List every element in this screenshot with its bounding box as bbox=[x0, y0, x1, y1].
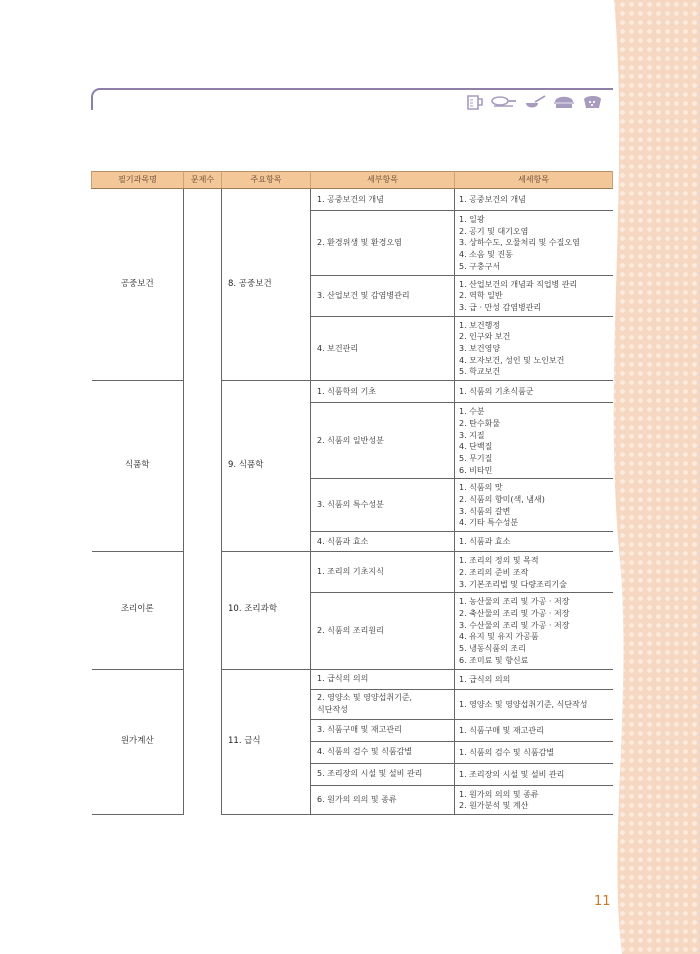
main-item: 11. 급식 bbox=[222, 669, 311, 814]
main-item: 8. 공중보건 bbox=[222, 189, 311, 381]
pot-icon bbox=[553, 94, 575, 111]
detail-item: 1. 조리장의 시설 및 설비 관리 bbox=[459, 769, 565, 779]
detail-item: 6. 조미료 및 향신료 bbox=[459, 655, 529, 665]
detail-item: 2. 인구와 보건 bbox=[459, 332, 511, 342]
detail-item: 1. 식품과 효소 bbox=[459, 537, 511, 547]
header-question-count: 문제수 bbox=[184, 172, 222, 189]
subject-name: 공중보건 bbox=[92, 189, 184, 381]
detail-item: 2. 역학 일반 bbox=[459, 291, 503, 301]
subject-name: 원가계산 bbox=[92, 669, 184, 814]
detail-list bbox=[455, 669, 613, 689]
detail-list bbox=[455, 479, 613, 532]
detail-item: 1. 보건행정 bbox=[459, 320, 501, 330]
sub-item: 2. 식품의 일반성분 bbox=[311, 403, 455, 479]
sub-item: 4. 식품의 검수 및 식품감별 bbox=[311, 741, 455, 763]
detail-list bbox=[455, 189, 613, 211]
spoon-icon bbox=[523, 94, 547, 111]
sub-item: 1. 조리의 기초지식 bbox=[311, 552, 455, 593]
sub-item: 1. 공중보건의 개념 bbox=[311, 189, 455, 211]
main-item: 10. 조리과학 bbox=[222, 552, 311, 669]
detail-item: 2. 공기 및 대기오염 bbox=[459, 226, 529, 236]
detail-item: 1. 식품의 기초식품군 bbox=[459, 387, 534, 397]
detail-item: 1. 일광 bbox=[459, 215, 485, 224]
detail-list bbox=[455, 689, 613, 719]
detail-item: 1. 산업보건의 개념과 직업병 관리 bbox=[459, 279, 578, 289]
detail-item: 3. 수산물의 조리 및 가공 · 저장 bbox=[459, 620, 570, 630]
detail-item: 1. 급식의 의의 bbox=[459, 674, 511, 684]
detail-item: 5. 구충구서 bbox=[459, 261, 501, 271]
sub-item: 6. 원가의 의의 및 종류 bbox=[311, 785, 455, 814]
sub-item: 4. 식품과 효소 bbox=[311, 532, 455, 552]
detail-item: 4. 기타 특수성분 bbox=[459, 518, 519, 528]
detail-item: 1. 농산물의 조리 및 가공 · 저장 bbox=[459, 597, 570, 607]
detail-list bbox=[455, 532, 613, 552]
detail-item: 1. 식품의 검수 및 식품감별 bbox=[459, 747, 555, 757]
sub-item: 3. 식품구매 및 재고관리 bbox=[311, 719, 455, 741]
detail-item: 1. 원가의 의의 및 종류 bbox=[459, 789, 539, 799]
sub-item: 2. 식품의 조리원리 bbox=[311, 593, 455, 669]
table-row bbox=[92, 381, 613, 403]
exam-syllabus-table bbox=[91, 171, 613, 815]
detail-item: 6. 비타민 bbox=[459, 465, 493, 475]
detail-item: 1. 수분 bbox=[459, 407, 485, 417]
subject-name: 조리이론 bbox=[92, 552, 184, 669]
sub-item: 4. 보건관리 bbox=[311, 316, 455, 381]
question-count-cell bbox=[184, 189, 222, 815]
detail-list bbox=[455, 593, 613, 669]
sub-item: 3. 산업보건 및 감염병관리 bbox=[311, 275, 455, 316]
detail-list bbox=[455, 763, 613, 785]
detail-item: 5. 무기질 bbox=[459, 453, 493, 463]
sub-item: 5. 조리장의 시설 및 설비 관리 bbox=[311, 763, 455, 785]
detail-list bbox=[455, 741, 613, 763]
detail-item: 1. 식품구매 및 재고관리 bbox=[459, 725, 544, 735]
decorative-dotted-margin bbox=[600, 0, 700, 954]
measuring-cup-icon bbox=[465, 94, 485, 111]
detail-item: 2. 탄수화물 bbox=[459, 418, 501, 428]
detail-item: 3. 지질 bbox=[459, 430, 485, 440]
detail-list bbox=[455, 275, 613, 316]
sub-item: 1. 식품학의 기초 bbox=[311, 381, 455, 403]
detail-item: 2. 조리의 준비 조작 bbox=[459, 567, 529, 577]
detail-item: 4. 모자보건, 성인 및 노인보건 bbox=[459, 355, 565, 365]
detail-list bbox=[455, 211, 613, 276]
detail-list bbox=[455, 719, 613, 741]
detail-list bbox=[455, 552, 613, 593]
detail-item: 2. 축산물의 조리 및 가공 · 저장 bbox=[459, 608, 570, 618]
header-subject: 필기과목명 bbox=[92, 172, 184, 189]
detail-item: 3. 보건영양 bbox=[459, 344, 501, 354]
detail-item: 5. 학교보건 bbox=[459, 367, 501, 377]
page-number: 11 bbox=[594, 894, 611, 909]
detail-item: 3. 급 · 만성 감염병관리 bbox=[459, 302, 542, 312]
header-detail-item: 세세항목 bbox=[455, 172, 613, 189]
subject-name: 식품학 bbox=[92, 381, 184, 552]
detail-item: 1. 조리의 정의 및 목적 bbox=[459, 556, 539, 566]
detail-list bbox=[455, 785, 613, 814]
detail-item: 1. 공중보건의 개념 bbox=[459, 195, 526, 205]
sub-item: 2. 환경위생 및 환경오염 bbox=[311, 211, 455, 276]
whisk-icon bbox=[491, 94, 517, 111]
detail-item: 3. 기본조리법 및 다량조리기술 bbox=[459, 579, 567, 589]
grater-icon bbox=[581, 94, 603, 111]
detail-list bbox=[455, 403, 613, 479]
table-header-row bbox=[92, 172, 613, 189]
header-sub-item: 세부항목 bbox=[311, 172, 455, 189]
detail-item: 4. 단백질 bbox=[459, 442, 493, 452]
detail-item: 3. 식품의 갈변 bbox=[459, 506, 511, 516]
table-row bbox=[92, 189, 613, 211]
detail-list bbox=[455, 381, 613, 403]
kitchen-tools-icons bbox=[465, 93, 615, 111]
detail-item: 2. 식품의 향미(색, 냄새) bbox=[459, 495, 545, 505]
detail-item: 4. 소음 및 진동 bbox=[459, 250, 513, 260]
detail-item: 1. 영양소 및 영양섭취기준, 식단작성 bbox=[459, 699, 588, 709]
detail-item: 2. 원가분석 및 계산 bbox=[459, 801, 529, 811]
detail-item: 1. 식품의 맛 bbox=[459, 483, 503, 493]
sub-item: 2. 영양소 및 영양섭취기준, 식단작성 bbox=[311, 689, 455, 719]
sub-item: 1. 급식의 의의 bbox=[311, 669, 455, 689]
table-row bbox=[92, 552, 613, 593]
table-body bbox=[92, 189, 613, 815]
detail-item: 4. 유지 및 유지 가공품 bbox=[459, 632, 539, 642]
header-main-item: 주요항목 bbox=[222, 172, 311, 189]
sub-item: 3. 식품의 특수성분 bbox=[311, 479, 455, 532]
table-row bbox=[92, 669, 613, 689]
detail-item: 5. 냉동식품의 조리 bbox=[459, 644, 526, 654]
main-item: 9. 식품학 bbox=[222, 381, 311, 552]
detail-item: 3. 상하수도, 오물처리 및 수질오염 bbox=[459, 238, 580, 248]
detail-list bbox=[455, 316, 613, 381]
